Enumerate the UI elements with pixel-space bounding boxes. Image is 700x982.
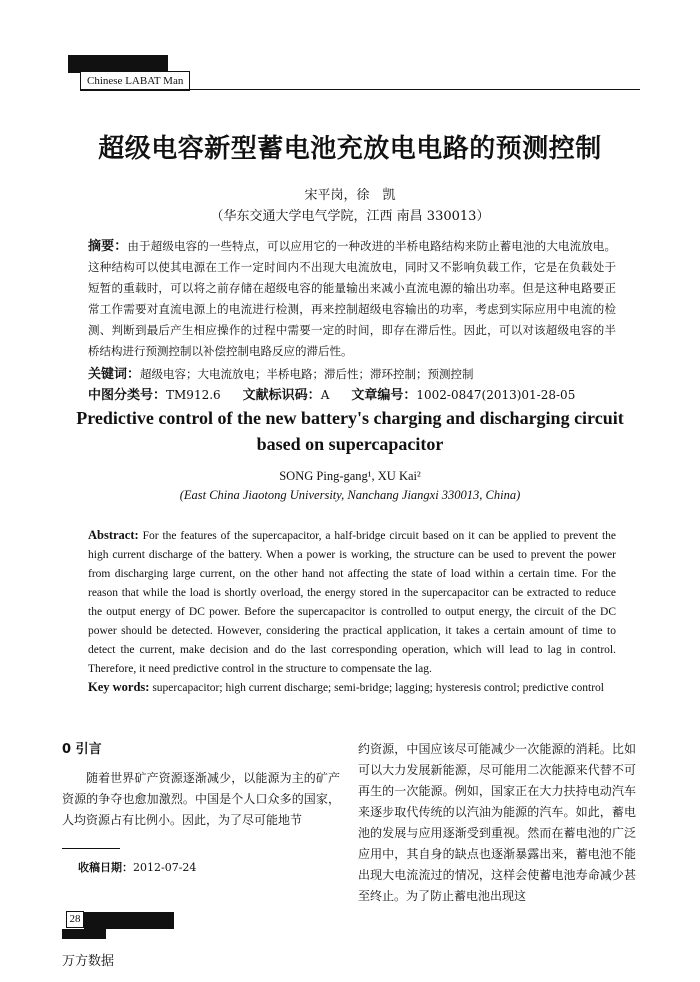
en-keywords-text: supercapacitor; high current discharge; semi-bridge; lagging; hysteresis control; predictive control (152, 682, 604, 694)
page-number: 28 (66, 911, 84, 928)
en-authors: SONG Ping-gang¹, XU Kai² (279, 469, 421, 483)
cn-authors: 宋平岗，徐 凯 (304, 188, 396, 203)
clc-value: TM912.6 (166, 388, 221, 402)
cn-title: 超级电容新型蓄电池充放电电路的预测控制 (98, 134, 602, 164)
header-rule (80, 89, 640, 90)
en-abstract-text: For the features of the supercapacitor, a half-bridge circuit based on it can be applied to prevent the high current discharge of the battery. When a power is working, the structure can be used to prevent the power from discharging large current, on the other hand not affecting the state of load within a certain time. For the reason that while the load is shortly overload, the energy stored in the supercapacitor can be extracted to reduce the output energy of DC power. Before the supercapacitor is controlled to output energy, the circuit of the DC power should be detected. However, considering the practical application, it takes a certain amount of time to detect the current, make decision and do the last corresponding operation, which will lead to lag in control. Therefore, it need predictive control in the structure to compensate the lag. (88, 530, 616, 675)
cn-abstract-label: 摘要： (88, 239, 128, 254)
footer-black-bar-small (62, 929, 106, 939)
received-date (78, 859, 196, 875)
article-no-value: 1002-0847(2013)01-28-05 (416, 388, 576, 402)
cn-keywords-label: 关键词： (88, 367, 141, 382)
classification-line (88, 384, 616, 403)
en-abstract-label: Abstract: (88, 528, 139, 542)
watermark-text: 万方数据 (62, 954, 115, 969)
cn-abstract-text: 由于超级电容的一些特点，可以应用它的一种改进的半桥电路结构来防止蓄电池的大电流放电。这种结构可以使其电源在工作一定时间内不出现大电流放电，同时又不影响负载工作，它是在负载处于短暂的重载时，可以将之前存储在超级电容的能量输出来减小直流电源的输出功率。但是这种电路要正常工作需要对直流电源上的电流进行检测，再来控制超级电容输出的功率，考虑到实际应用中电流的检测、判断到最后产生相应操作的过程中需要一定的时间，即存在滞后性。因此，可以对该超级电容的半桥结构进行预测控制以补偿控制电路反应的滞后性。 (88, 239, 616, 358)
received-label: 收稿日期： (78, 861, 133, 874)
cn-keywords (88, 363, 616, 382)
journal-tag: Chinese LABAT Man (80, 71, 190, 91)
section-heading: 0 引言 (62, 742, 102, 757)
en-title: Predictive control of the new battery's charging and discharging circuit based on supercapacitor (76, 408, 624, 454)
left-column-paragraph: 随着世界矿产资源逐渐减少，以能源为主的矿产资源的争夺也愈加激烈。中国是个人口众多的国家，人均资源占有比例小。因此，为了尽可能地节 (62, 771, 340, 827)
right-column-paragraph: 约资源，中国应该尽可能减少一次能源的消耗。比如可以大力发展新能源，尽可能用二次能源来代替不可再生的一次能源。例如，国家正在大力扶持电动汽车来逐步取代传统的以汽油为能源的汽车。如此，蓄电池的发展与应用逐渐受到重视。然而在蓄电池的广泛应用中，其自身的缺点也逐渐暴露出来，蓄电池不能出现大电流流过的情况，这样会使蓄电池寿命减少甚至终止。为了防止蓄电池出现这 (358, 742, 636, 903)
cn-affiliation: （华东交通大学电气学院，江西 南昌 330013） (210, 209, 490, 224)
received-value: 2012-07-24 (133, 861, 197, 874)
clc-label: 中图分类号： (88, 388, 167, 403)
en-keywords-label: Key words: (88, 680, 150, 694)
en-affiliation: (East China Jiaotong University, Nanchang Jiangxi 330013, China) (179, 488, 521, 502)
en-abstract (88, 526, 616, 679)
cn-keywords-text: 超级电容；大电流放电；半桥电路；滞后性；滞环控制；预测控制 (140, 367, 474, 381)
en-keywords (88, 678, 616, 697)
doc-code-value: A (320, 388, 330, 402)
cn-abstract (88, 236, 616, 362)
doc-code-label: 文献标识码： (242, 388, 321, 403)
article-no-label: 文章编号： (351, 388, 417, 403)
footer-black-bar (84, 912, 174, 929)
footnote-rule (62, 848, 120, 849)
